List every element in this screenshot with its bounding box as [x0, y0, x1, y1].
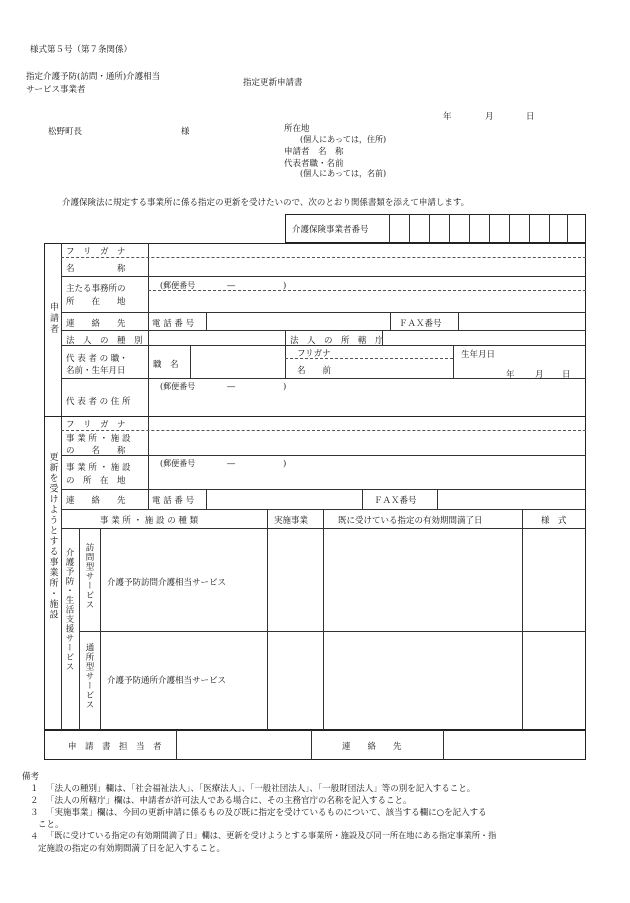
insurer-number-label: 介護保険事業者番号 — [292, 225, 369, 235]
note-1-num: １ — [30, 784, 39, 794]
applicant-section-label: 申請者 — [48, 302, 58, 335]
facility-name-line2: の 名 称 — [66, 446, 126, 456]
facility-fax-label: ＦＡＸ番号 — [374, 496, 417, 506]
addressee: 松野町長 — [48, 127, 83, 137]
position-label: 職 名 — [153, 360, 179, 370]
intro-text: 介護保険法に規定する事業所に係る指定の更新を受けたいので、次のとおり関係書類を添えて申請します。 — [62, 198, 470, 208]
birth-month: 月 — [535, 370, 544, 380]
facility-location-line1: 事 業 所 ・ 施 設 — [66, 463, 131, 473]
form-number: 様式第５号（第７条関係） — [30, 45, 133, 55]
rep-line1: 代 表 者 の 職・ — [66, 354, 128, 364]
applicant-address-note: (個人にあっては，住所) — [300, 135, 387, 144]
birthdate-label: 生年月日 — [461, 350, 496, 360]
col-type-header: 事 業 所 ・ 施 設 の 種 類 — [100, 516, 199, 526]
day-service-name: 介護予防通所介護相当サービス — [107, 676, 227, 686]
representative-note: (個人にあっては，名前) — [300, 169, 387, 178]
rep-furigana-label: フリガナ — [297, 349, 331, 359]
visit-service-name: 介護予防訪問介護相当サービス — [107, 578, 227, 588]
applicant-fax-label: ＦＡＸ番号 — [399, 319, 442, 329]
date-year: 年 — [443, 112, 452, 122]
facility-phone-label: 電 話 番 号 — [152, 496, 195, 506]
note-3-cont: こと。 — [38, 820, 64, 830]
applicant-name-label: 申請者 名 称 — [284, 147, 344, 157]
note-4-num: ４ — [30, 832, 39, 842]
main-office-line2: 所 在 地 — [66, 297, 126, 307]
facility-furigana-label: フ リ ガ ナ — [66, 420, 126, 430]
visit-type-label: 訪問型サービス — [84, 543, 94, 610]
col-implement-header: 実施事業 — [274, 516, 309, 526]
applicant-name-label: 名 称 — [66, 264, 126, 274]
note-3-text: 「実施事業」欄は、今回の更新申請に係るもの及び既に指定を受けているものについて、該当する欄に○を記入する — [46, 808, 487, 818]
date-month: 月 — [485, 112, 494, 122]
facility-postal: (郵便番号 ― ) — [160, 459, 287, 468]
applicant-contact-label: 連 絡 先 — [66, 319, 126, 329]
applicant-phone-label: 電 話 番 号 — [152, 319, 195, 329]
applicant-address-label: 所在地 — [284, 124, 310, 134]
representative-label: 代表者職・名前 — [284, 159, 344, 169]
col-style-header: 様 式 — [541, 516, 567, 526]
note-1-text: 「法人の種別」欄は、「社会福祉法人」、「医療法人」、「一般社団法人」、「一般財団法人」等の別を記入すること。 — [46, 784, 476, 794]
main-office-line1: 主たる事務所の — [66, 284, 126, 294]
rep-address-label: 代 表 者 の 住 所 — [66, 397, 131, 407]
facility-name-line1: 事 業 所 ・ 施 設 — [66, 434, 131, 444]
corp-authority-label: 法 人 の 所 轄 庁 — [290, 336, 384, 346]
rep-name-label: 名 前 — [297, 366, 332, 376]
rep-postal: (郵便番号 ― ) — [160, 382, 287, 391]
birth-year: 年 — [506, 370, 515, 380]
col-expiry-header: 既に受けている指定の有効期間満了日 — [338, 516, 483, 526]
footer-contact-label: 連 絡 先 — [342, 742, 402, 752]
note-4-text: 「既に受けている指定の有効期間満了日」欄は、更新を受けようとする事業所・施設及び同一所在地にある指定事業所・指 — [46, 830, 497, 840]
business-type-line2: サービス事業者 — [26, 85, 86, 95]
date-day: 日 — [526, 112, 535, 122]
facility-section-label: 更新を受けようとする事業所・施設 — [47, 452, 58, 620]
service-group-label: 介護予防・生活支援サービス — [64, 548, 74, 672]
day-type-label: 通所型サービス — [84, 643, 94, 710]
note-4-cont: 定施設の指定の有効期間満了日を記入すること。 — [38, 844, 226, 854]
honorific: 様 — [181, 127, 190, 137]
corp-type-label: 法 人 の 種 別 — [66, 336, 143, 346]
note-3-num: ３ — [30, 808, 39, 818]
business-type-line1: 指定介護予防(訪問・通所)介護相当 — [26, 72, 161, 82]
facility-contact-label: 連 絡 先 — [66, 496, 126, 506]
notes-title: 備考 — [22, 772, 40, 782]
person-in-charge-label: 申 請 書 担 当 者 — [68, 742, 162, 752]
note-2-text: 「法人の所轄庁」欄は、申請者が許可法人である場合に、その主務官庁の名称を記入すること。 — [46, 796, 412, 806]
form-title: 指定更新申請書 — [243, 78, 303, 88]
applicant-furigana-label: フ リ ガ ナ — [66, 247, 126, 257]
facility-location-line2: の 所 在 地 — [66, 476, 126, 486]
rep-line2: 名前・生年月日 — [66, 366, 126, 376]
birth-day: 日 — [562, 370, 571, 380]
note-2-num: ２ — [30, 796, 39, 806]
main-office-postal: (郵便番号 ― ) — [160, 281, 287, 290]
